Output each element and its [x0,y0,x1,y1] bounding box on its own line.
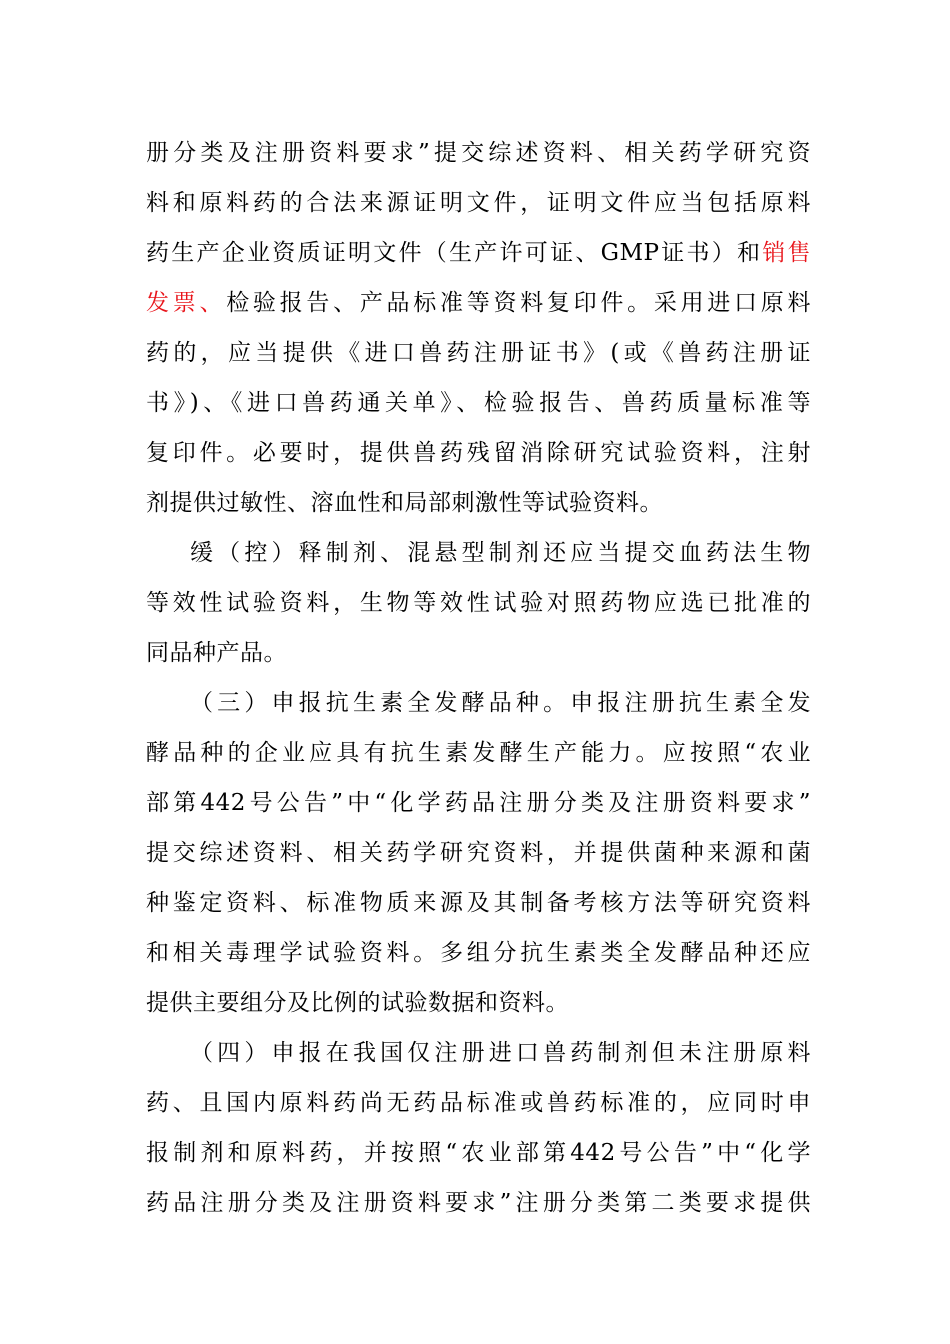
text-line: 药、且国内原料药尚无药品标准或兽药标准的，应同时申 [146,1090,811,1116]
document-body [146,128,811,1228]
text-line: 种鉴定资料、标准物质来源及其制备考核方法等研究资料 [146,890,811,916]
text-line: 提交综述资料、相关药学研究资料，并提供菌种来源和菌 [146,840,811,866]
text-line: 等效性试验资料，生物等效性试验对照药物应选已批准的 [146,590,811,616]
text-line: 发票、检验报告、产品标准等资料复印件。采用进口原料 [146,290,811,316]
highlighted-text: 发票、 [146,290,227,316]
paragraph-first-line: （四）申报在我国仅注册进口兽药制剂但未注册原料 [190,1040,811,1066]
text-line: 部第442号公告”中“化学药品注册分类及注册资料要求” [146,790,811,816]
text-line: 药的，应当提供《进口兽药注册证书》(或《兽药注册证 [146,340,811,366]
text-line: 药生产企业资质证明文件（生产许可证、GMP证书）和销售 [146,240,812,266]
text-line: 书》)、《进口兽药通关单》、检验报告、兽药质量标准等 [146,390,811,416]
text-line: 药品注册分类及注册资料要求”注册分类第二类要求提供 [146,1190,811,1216]
text-line: 和相关毒理学试验资料。多组分抗生素类全发酵品种还应 [146,940,811,966]
text-line: 料和原料药的合法来源证明文件，证明文件应当包括原料 [146,190,811,216]
text-line: 复印件。必要时，提供兽药残留消除研究试验资料，注射 [146,440,811,466]
highlighted-text: 销售 [762,240,812,266]
text-line: 报制剂和原料药，并按照“农业部第442号公告”中“化学 [146,1140,811,1166]
text-line: 提供主要组分及比例的试验数据和资料。 [146,990,569,1016]
paragraph-first-line: （三）申报抗生素全发酵品种。申报注册抗生素全发 [190,690,811,716]
paragraph-first-line: 缓（控）释制剂、混悬型制剂还应当提交血药法生物 [190,540,811,566]
text-line: 同品种产品。 [146,640,287,666]
text-line: 册分类及注册资料要求”提交综述资料、相关药学研究资 [146,140,811,166]
text-line: 剂提供过敏性、溶血性和局部刺激性等试验资料。 [146,490,663,516]
text-line: 酵品种的企业应具有抗生素发酵生产能力。应按照“农业 [146,740,811,766]
